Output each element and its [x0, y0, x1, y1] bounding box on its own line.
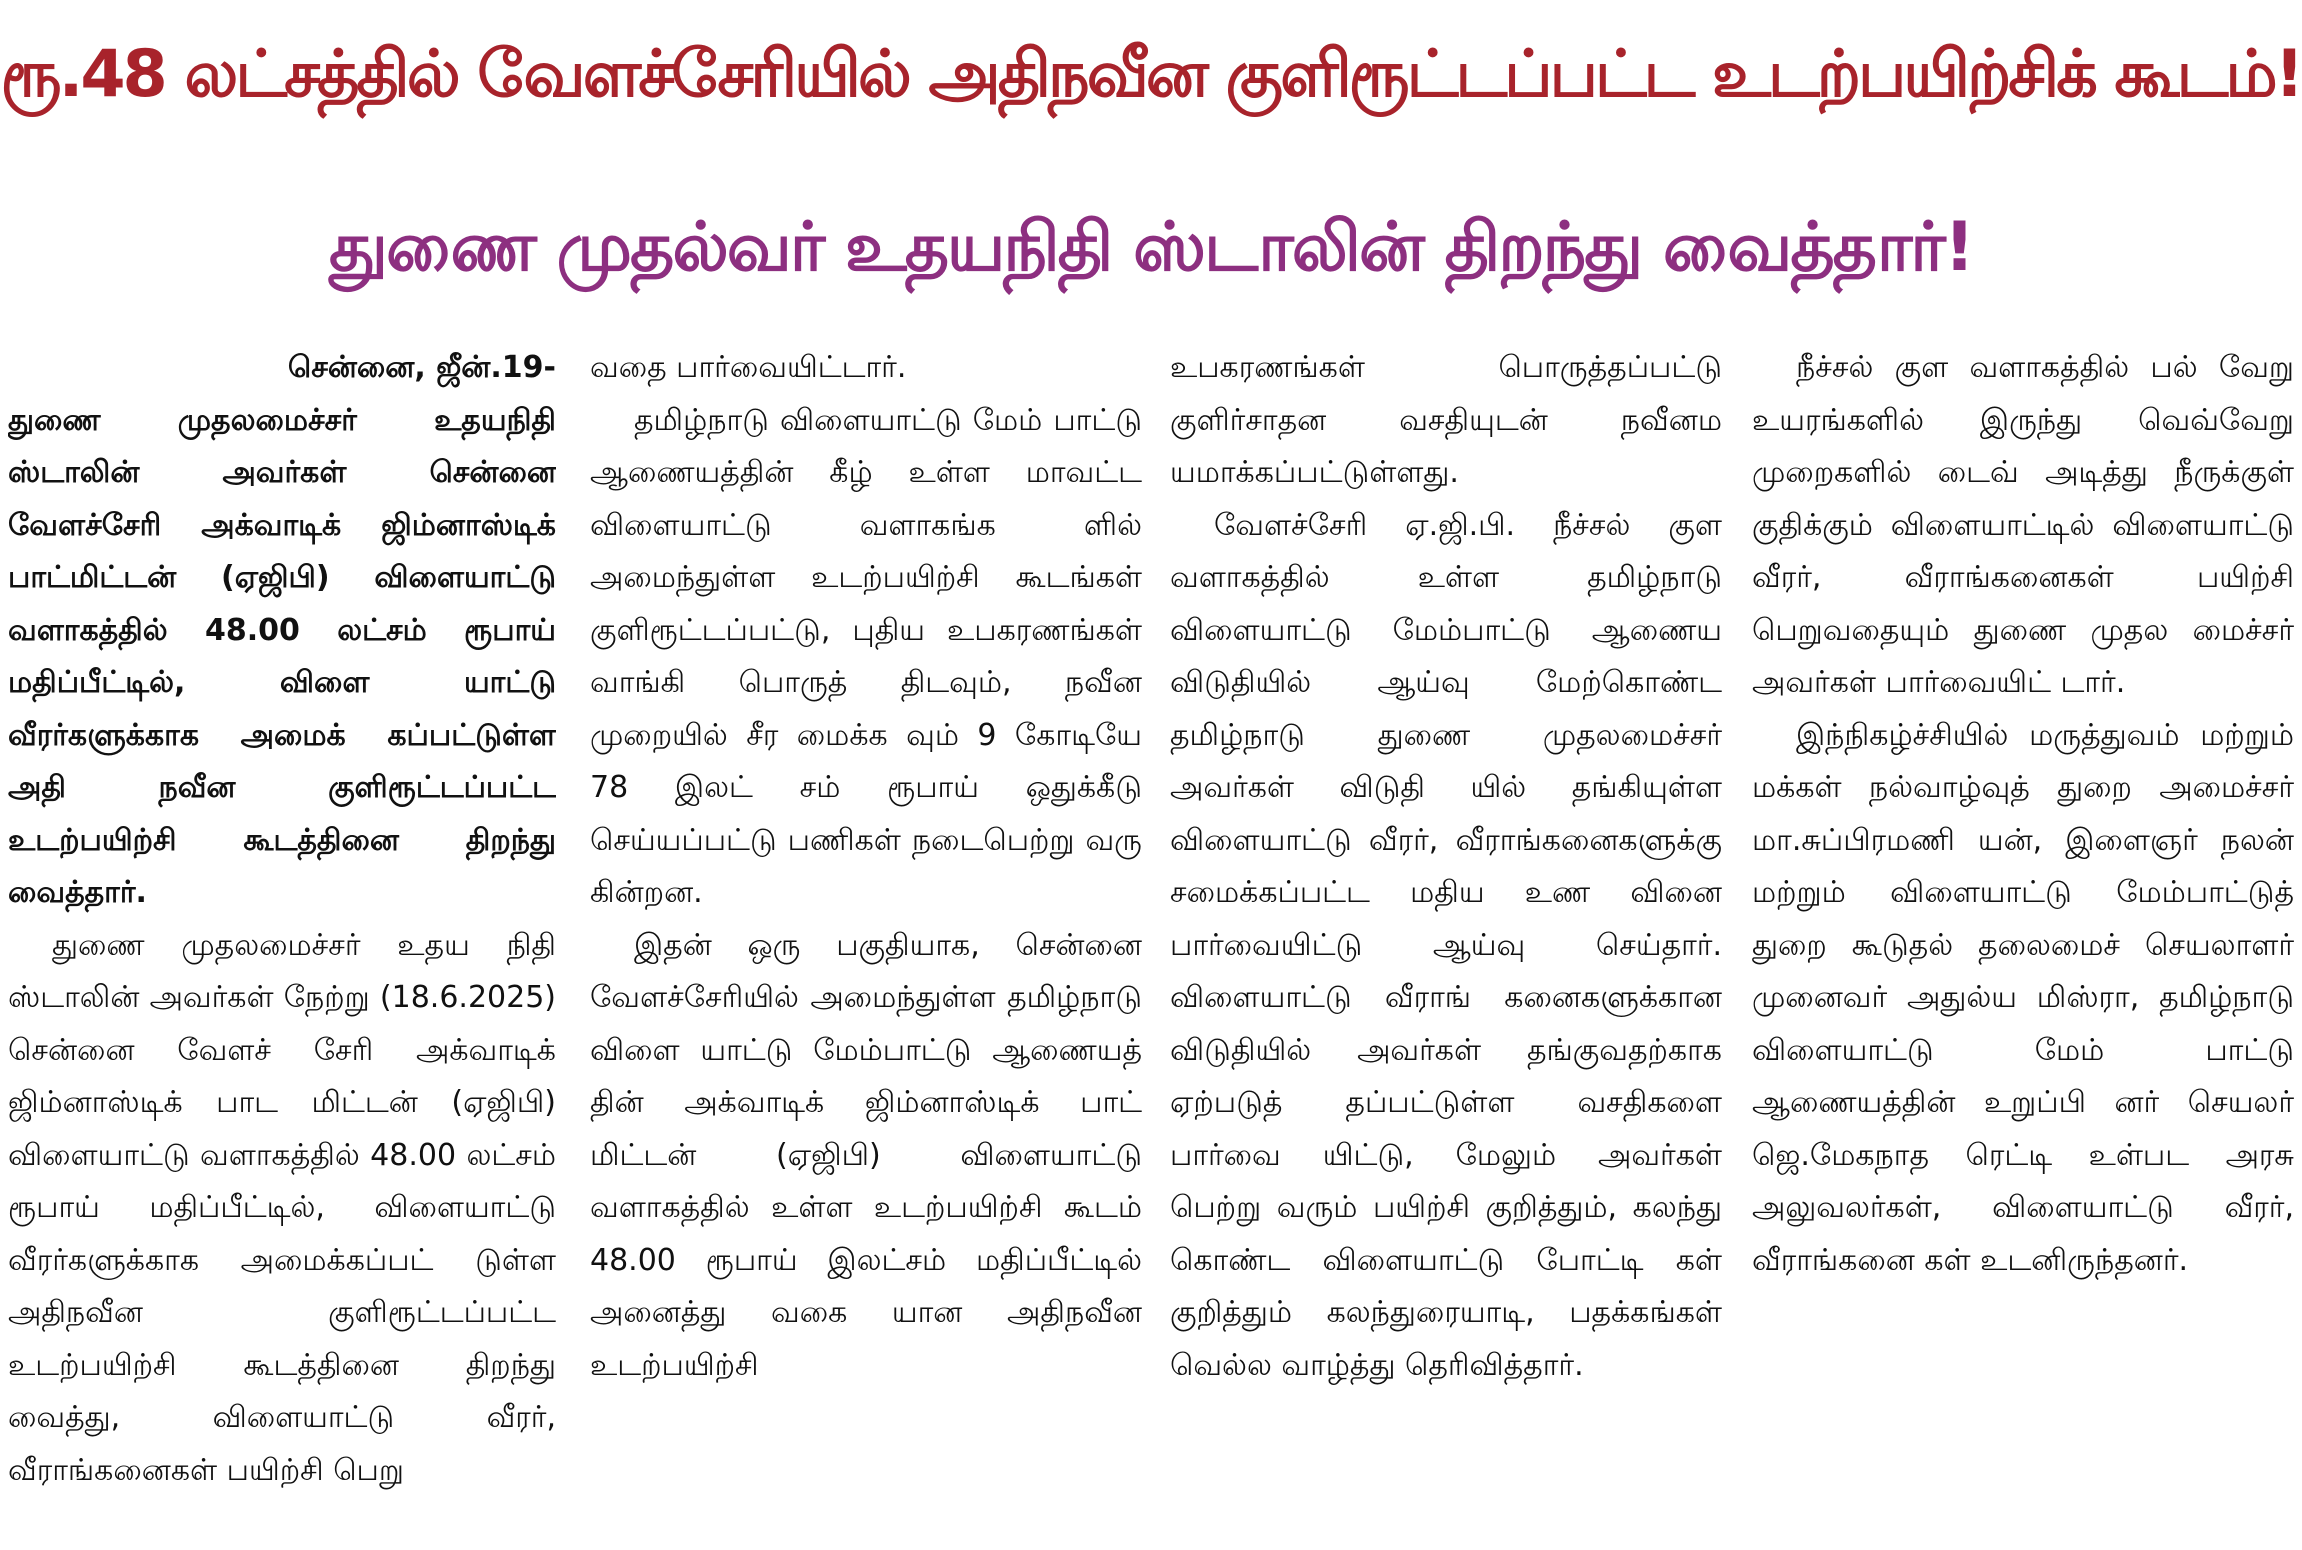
paragraph: தமிழ்நாடு விளையாட்டு மேம் பாட்டு ஆணையத்தின் கீழ் உள்ள மாவட்ட விளையாட்டு வளாகங்க ளில் அமைந்துள்ள உடற்பயிற்சி கூடங்கள் குளிரூட்டப்பட்டு, புதிய உபகரணங்கள் வாங்கி பொருத் திடவும், நவீன முறையில் சீர மைக்க வும் 9 கோடியே 78 இலட் சம் ரூபாய் ஒதுக்கீடு செய்யப்பட்டு பணிகள் நடைபெற்று வரு கின்றன. [590, 402, 1142, 910]
paragraph-continuation: வதை பார்வையிட்டார். [590, 350, 907, 385]
subheadline: துணை முதல்வர் உதயநிதி ஸ்டாலின் திறந்து வைத்தார்! [329, 208, 1973, 287]
paragraph: துணை முதலமைச்சர் உதய நிதி ஸ்டாலின் அவர்கள் நேற்று (18.6.2025) சென்னை வேளச் சேரி அக்வாடிக் ஜிம்னாஸ்டிக் பாட மிட்டன் (ஏஜிபி) விளையாட்டு வளாகத்தில் 48.00 லட்சம் ரூபாய் மதிப்பீட்டில், விளையாட்டு வீரர்களுக்காக அமைக்கப்பட் டுள்ள அதிநவீன குளிரூட்டப்பட்ட உடற்பயிற்சி கூடத்தினை திறந்து வைத்து, விளையாட்டு வீரர், வீராங்கனைகள் பயிற்சி பெறு [8, 927, 556, 1488]
column-4 [1752, 342, 2294, 1542]
dateline: சென்னை, ஜீன்.19- [287, 350, 556, 385]
article-body [8, 342, 2294, 1542]
paragraph: இதன் ஒரு பகுதியாக, சென்னை வேளச்சேரியில் அமைந்துள்ள தமிழ்நாடு விளை யாட்டு மேம்பாட்டு ஆணையத் தின் அக்வாடிக் ஜிம்னாஸ்டிக் பாட் மிட்டன் (ஏஜிபி) விளையாட்டு வளாகத்தில் உள்ள உடற்பயிற்சி கூடம் 48.00 ரூபாய் இலட்சம் மதிப்பீட்டில் அனைத்து வகை யான அதிநவீன உடற்பயிற்சி [590, 927, 1142, 1383]
paragraph: வேளச்சேரி ஏ.ஜி.பி. நீச்சல் குள வளாகத்தில் உள்ள தமிழ்நாடு விளையாட்டு மேம்பாட்டு ஆணைய விடுதியில் ஆய்வு மேற்கொண்ட தமிழ்நாடு துணை முதலமைச்சர் அவர்கள் விடுதி யில் தங்கியுள்ள விளையாட்டு வீரர், வீராங்கனைகளுக்கு சமைக்கப்பட்ட மதிய உண வினை பார்வையிட்டு ஆய்வு செய்தார். விளையாட்டு வீராங் கனைகளுக்கான விடுதியில் அவர்கள் தங்குவதற்காக ஏற்படுத் தப்பட்டுள்ள வசதிகளை பார்வை யிட்டு, மேலும் அவர்கள் பெற்று வரும் பயிற்சி குறித்தும், கலந்து கொண்ட விளையாட்டு போட்டி கள் குறித்தும் கலந்துரையாடி, பதக்கங்கள் வெல்ல வாழ்த்து தெரிவித்தார். [1170, 507, 1722, 1383]
column-1 [8, 342, 556, 1542]
column-3 [1170, 342, 1722, 1542]
paragraph: இந்நிகழ்ச்சியில் மருத்துவம் மற்றும் மக்கள் நல்வாழ்வுத் துறை அமைச்சர் மா.சுப்பிரமணி யன், இளைஞர் நலன் மற்றும் விளையாட்டு மேம்பாட்டுத் துறை கூடுதல் தலைமைச் செயலாளர் முனைவர் அதுல்ய மிஸ்ரா, தமிழ்நாடு விளையாட்டு மேம் பாட்டு ஆணையத்தின் உறுப்பி னர் செயலர் ஜெ.மேகநாத ரெட்டி உள்பட அரசு அலுவலர்கள், விளையாட்டு வீரர், வீராங்கனை கள் உடனிருந்தனர். [1752, 717, 2294, 1278]
paragraph: நீச்சல் குள வளாகத்தில் பல் வேறு உயரங்களில் இருந்து வெவ்வேறு முறைகளில் டைவ் அடித்து நீருக்குள் குதிக்கும் விளையாட்டில் விளையாட்டு வீரர், வீராங்கனைகள் பயிற்சி பெறுவதையும் துணை முதல மைச்சர் அவர்கள் பார்வையிட் டார். [1752, 350, 2294, 700]
column-2 [590, 342, 1142, 1542]
lead-paragraph: துணை முதலமைச்சர் உதயநிதி ஸ்டாலின் அவர்கள் சென்னை வேளச்சேரி அக்வாடிக் ஜிம்னாஸ்டிக் பாட்மிட்டன் (ஏஜிபி) விளையாட்டு வளாகத்தில் 48.00 லட்சம் ரூபாய் மதிப்பீட்டில், விளை யாட்டு வீரர்களுக்காக அமைக் கப்பட்டுள்ள அதி நவீன குளிரூட்டப்பட்ட உடற்பயிற்சி கூடத்தினை திறந்து வைத்தார். [8, 402, 556, 910]
headline: ரூ.48 லட்சத்தில் வேளச்சேரியில் அதிநவீன குளிரூட்டப்பட்ட உடற்பயிற்சிக் கூடம்! [0, 37, 2302, 112]
paragraph-continuation: உபகரணங்கள் பொருத்தப்பட்டு குளிர்சாதன வசதியுடன் நவீனம யமாக்கப்பட்டுள்ளது. [1170, 350, 1722, 490]
